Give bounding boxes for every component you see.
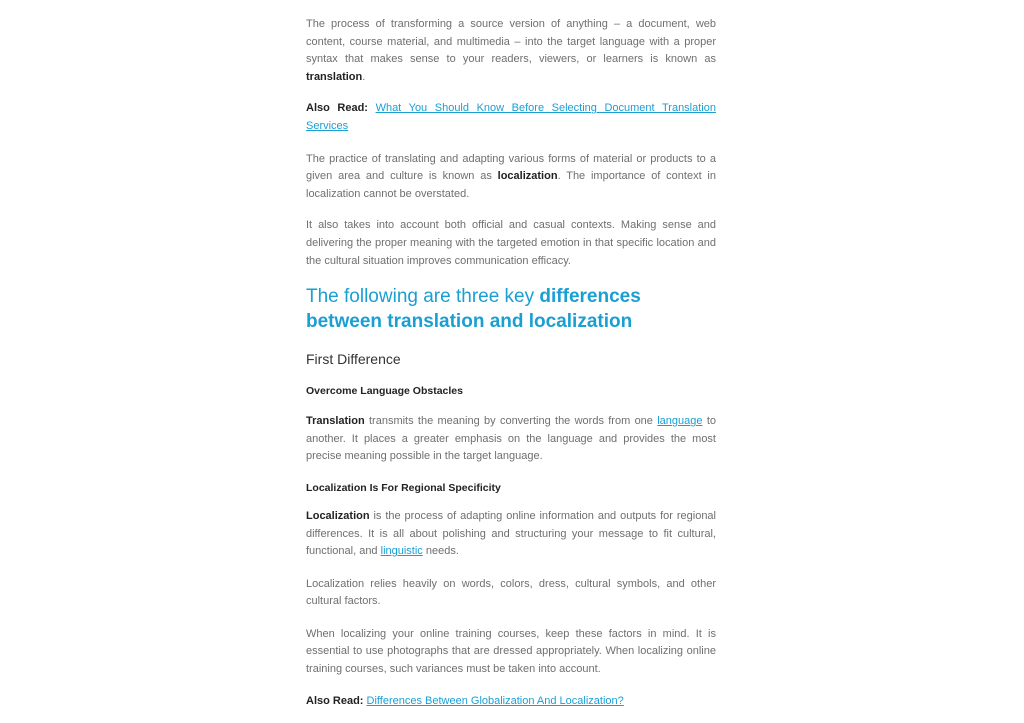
also-read-label-2: Also Read: [306,694,364,707]
subheading-first-difference: First Difference [306,351,401,368]
context-paragraph: It also takes into account both official and casual contexts. Making sense and delivering the proper meaning with the targeted emotion in that specific location and the cultural situation improves communication efficacy. [306,219,716,267]
section-heading [306,284,716,334]
training-paragraph: When localizing your online training courses, keep these factors in mind. It is essential to use photographs that are dressed appropriately. When localizing online training courses, such variances must be taken into account. [306,627,716,676]
localization-term: localization [497,170,558,183]
also-read-link-globalization[interactable]: Differences Between Globalization And Localization? [366,694,624,707]
section1-text-after: to another. It places a greater emphasis on the language and provides the most precise meaning possible in the target language. [306,415,716,463]
localization-term-2: Localization [306,509,370,522]
linguistic-link[interactable]: linguistic [380,545,423,558]
section1-paragraph [306,413,716,466]
also-read-2 [306,693,716,711]
section1-title: Overcome Language Obstacles [306,385,463,398]
article-body [306,16,716,710]
also-read-1 [306,100,716,135]
intro-paragraph [306,16,716,86]
section2-text-before: is the process of adapting online information and outputs for regional differences. It is all about polishing and structuring your message to fit cultural, functional, and [306,509,716,558]
localization-text-before: The practice of translating and adapting various forms of material or products to a given area and culture is known as [306,152,716,183]
also-read-label: Also Read: [306,102,368,115]
section2-text-after: needs. [422,545,459,558]
heading-light: The following are three key [306,286,540,308]
translation-term: translation [306,70,363,83]
language-link[interactable]: language [657,415,703,428]
section1-text-before: transmits the meaning by converting the words from one [364,415,658,428]
section2-title: Localization Is For Regional Specificity [306,481,501,494]
factors-paragraph: Localization relies heavily on words, colors, dress, cultural symbols, and other cultural factors. [306,577,716,608]
localization-text-after: . The importance of context in localization cannot be overstated. [306,170,716,200]
translation-term-2: Translation [306,415,365,428]
intro-text: The process of transforming a source version of anything – a document, web content, course material, and multimedia – into the target language with a proper syntax that makes sense to your readers, viewers, or learners is known as [306,18,716,66]
section2-paragraph [306,508,716,561]
intro-end: . [362,70,366,83]
also-read-link-document-translation[interactable]: What You Should Know Before Selecting Document Translation Services [306,102,716,132]
localization-paragraph [306,151,716,204]
heading-bold: differences between translation and localization [306,286,641,333]
